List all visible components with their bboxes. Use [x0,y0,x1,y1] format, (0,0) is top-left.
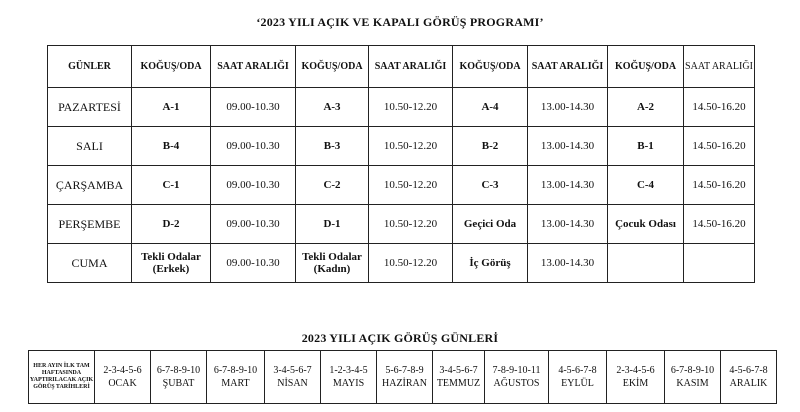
month-cell [607,351,665,404]
header-room: KOĞUŞ/ODA [132,46,211,88]
month-name: ARALIK [729,378,768,389]
day-cell: CUMA [48,244,132,283]
month-cell [151,351,207,404]
time-cell: 09.00-10.30 [211,166,296,205]
month-cell [207,351,265,404]
time-cell: 10.50-12.20 [369,166,453,205]
month-days: 2-3-4-5-6 [103,365,142,376]
time-cell: 14.50-16.20 [684,166,755,205]
month-days: 7-8-9-10-11 [492,365,541,376]
open-visits-title: 2023 YILI AÇIK GÖRÜŞ GÜNLERİ [301,331,499,345]
time-cell: 13.00-14.30 [528,205,608,244]
header-time: SAAT ARALIĞI [528,46,608,88]
room-cell: D-1 [296,205,369,244]
month-cell [265,351,321,404]
time-cell: 10.50-12.20 [369,205,453,244]
room-cell: Çocuk Odası [608,205,684,244]
month-days: 5-6-7-8-9 [385,365,424,376]
time-cell: 09.00-10.30 [211,244,296,283]
visit-schedule-table [47,45,755,283]
month-name: HAZİRAN [382,378,427,389]
month-days: 6-7-8-9-10 [670,365,715,376]
time-cell: 13.00-14.30 [528,244,608,283]
header-days: GÜNLER [48,46,132,88]
time-cell: 10.50-12.20 [369,88,453,127]
room-cell: C-2 [296,166,369,205]
month-cell [433,351,485,404]
time-cell: 14.50-16.20 [684,127,755,166]
room-cell: B-3 [296,127,369,166]
month-name: EYLÜL [561,378,594,389]
day-cell: PERŞEMBE [48,205,132,244]
room-cell: B-4 [132,127,211,166]
room-cell: B-2 [453,127,528,166]
time-cell: 13.00-14.30 [528,127,608,166]
month-cell [721,351,777,404]
time-cell: 14.50-16.20 [684,88,755,127]
room-cell: A-2 [608,88,684,127]
table-row [48,127,755,166]
header-room: KOĞUŞ/ODA [453,46,528,88]
room-cell: Tekli Odalar (Erkek) [132,244,211,283]
room-cell: A-1 [132,88,211,127]
room-cell [608,244,684,283]
month-days: 6-7-8-9-10 [213,365,258,376]
header-room: KOĞUŞ/ODA [608,46,684,88]
month-cell [549,351,607,404]
day-cell: ÇARŞAMBA [48,166,132,205]
open-visit-dates-label: HER AYIN İLK TAM HAFTASINDA YAPTIRILACAK AÇIK GÖRÜŞ TARİHLERİ [29,351,95,404]
month-days: 2-3-4-5-6 [616,365,655,376]
room-cell: A-4 [453,88,528,127]
time-cell: 09.00-10.30 [211,127,296,166]
time-cell [684,244,755,283]
time-cell: 10.50-12.20 [369,127,453,166]
room-cell: B-1 [608,127,684,166]
month-name: EKİM [622,378,649,389]
header-time: SAAT ARALIĞI [684,46,755,88]
month-name: KASIM [676,378,709,389]
day-cell: SALI [48,127,132,166]
room-cell: A-3 [296,88,369,127]
month-days: 1-2-3-4-5 [329,365,368,376]
day-cell: PAZARTESİ [48,88,132,127]
time-cell: 09.00-10.30 [211,205,296,244]
month-days: 4-5-6-7-8 [558,365,597,376]
time-cell: 10.50-12.20 [369,244,453,283]
month-days: 3-4-5-6-7 [439,365,478,376]
month-cell [321,351,377,404]
month-name: TEMMUZ [436,378,481,389]
month-name: MART [221,378,250,389]
room-cell: C-4 [608,166,684,205]
room-cell: Geçici Oda [453,205,528,244]
month-name: AĞUSTOS [493,378,540,389]
header-room: KOĞUŞ/ODA [296,46,369,88]
months-row [29,351,777,404]
room-cell: İç Görüş [453,244,528,283]
month-days: 3-4-5-6-7 [273,365,312,376]
month-cell [485,351,549,404]
month-cell [665,351,721,404]
time-cell: 13.00-14.30 [528,166,608,205]
header-time: SAAT ARALIĞI [369,46,453,88]
time-cell: 13.00-14.30 [528,88,608,127]
open-visits-table [28,350,777,404]
room-cell: D-2 [132,205,211,244]
room-cell: Tekli Odalar (Kadın) [296,244,369,283]
month-name: OCAK [108,378,137,389]
room-cell: C-1 [132,166,211,205]
month-name: NİSAN [277,378,308,389]
month-cell [377,351,433,404]
time-cell: 09.00-10.30 [211,88,296,127]
month-name: ŞUBAT [162,378,195,389]
table-header-row [48,46,755,88]
time-cell: 14.50-16.20 [684,205,755,244]
header-time: SAAT ARALIĞI [211,46,296,88]
month-cell [95,351,151,404]
page-title: ‘2023 YILI AÇIK VE KAPALI GÖRÜŞ PROGRAMI’ [256,15,544,29]
table-row [48,244,755,283]
room-cell: C-3 [453,166,528,205]
month-days: 4-5-6-7-8 [729,365,768,376]
table-row [48,166,755,205]
month-days: 6-7-8-9-10 [156,365,201,376]
table-row [48,88,755,127]
table-row [48,205,755,244]
month-name: MAYIS [332,378,365,389]
